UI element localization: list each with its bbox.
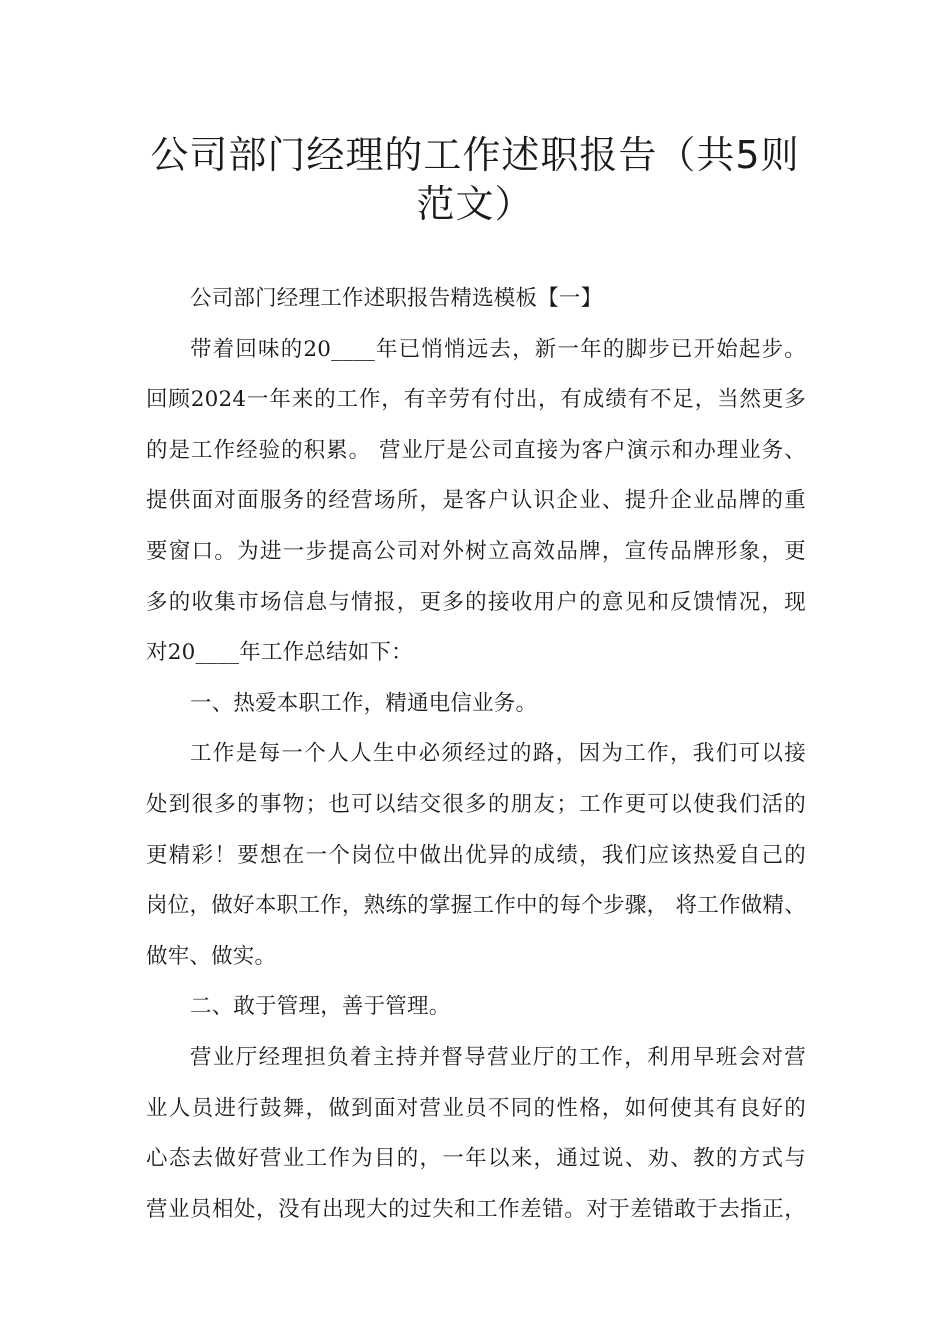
body-text-line: 做牢、做实。 — [146, 943, 277, 969]
body-text-line: 二、敢于管理，善于管理。 — [190, 994, 451, 1020]
body-text-line: 更精彩！要想在一个岗位中做出优异的成绩，我们应该热爱自己的 — [146, 842, 806, 868]
body-text-line: 业人员进行鼓舞，做到面对营业员不同的性格，如何使其有良好的 — [146, 1095, 806, 1121]
body-text-line: 回顾2024一年来的工作，有辛劳有付出，有成绩有不足，当然更多 — [146, 387, 806, 413]
body-text-line: 公司部门经理工作述职报告精选模板【一】 — [190, 286, 603, 311]
body-text-line: 提供面对面服务的经营场所，是客户认识企业、提升企业品牌的重 — [146, 488, 806, 514]
body-text-line: 处到很多的事物；也可以结交很多的朋友；工作更可以使我们活的 — [146, 792, 806, 817]
body-text-line: 工作是每一个人人生中必须经过的路，因为工作，我们可以接 — [190, 741, 806, 767]
document-title-line-2: 范文） — [416, 182, 534, 226]
body-text-line: 心态去做好营业工作为目的，一年以来，通过说、劝、教的方式与 — [146, 1146, 806, 1172]
body-text-line: 带着回味的20____年已悄悄远去，新一年的脚步已开始起步。 — [190, 336, 806, 362]
body-text-line: 多的收集市场信息与情报，更多的接收用户的意见和反馈情况，现 — [146, 589, 806, 615]
body-text-line: 营业厅经理担负着主持并督导营业厅的工作，利用早班会对营 — [190, 1045, 806, 1070]
body-text-line: 岗位，做好本职工作，熟练的掌握工作中的每个步骤， 将工作做精、 — [146, 893, 806, 919]
body-text-line: 要窗口。为进一步提高公司对外树立高效品牌，宣传品牌形象，更 — [146, 539, 806, 564]
body-text-line: 一、热爱本职工作，精通电信业务。 — [190, 690, 538, 716]
body-text-line: 营业员相处，没有出现大的过失和工作差错。对于差错敢于去指正， — [146, 1196, 806, 1222]
document-title-line-1: 公司部门经理的工作述职报告（共5则 — [150, 133, 800, 177]
body-text-line: 的是工作经验的积累。 营业厅是公司直接为客户演示和办理业务、 — [146, 437, 806, 463]
body-text-line: 对20____年工作总结如下： — [146, 640, 413, 666]
